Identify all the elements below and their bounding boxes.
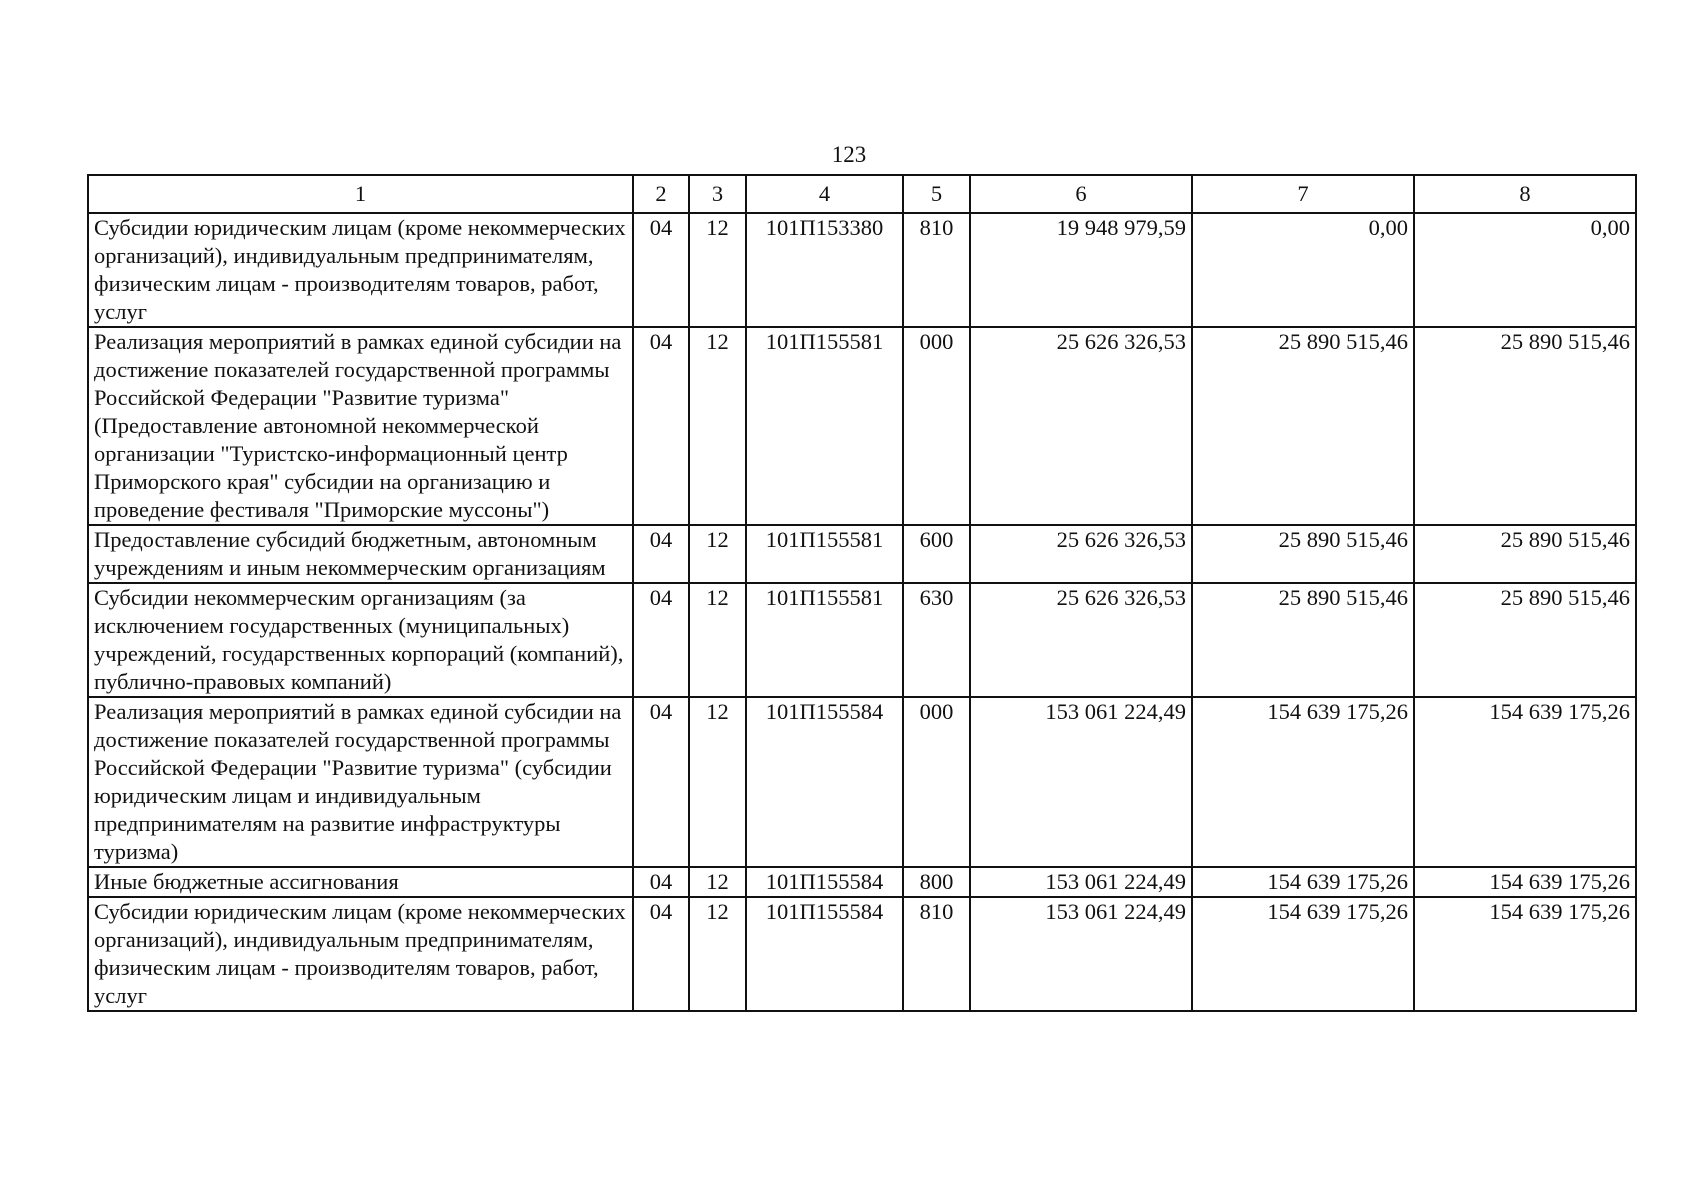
row-name: Реализация мероприятий в рамках единой субсидии на достижение показателей государственной программы Российской Федерации "Развитие туризма" (Предоставление автономной некоммерческой организации "Туристско-информационный центр Приморского края" субсидии на организацию и проведение фестиваля "Приморские муссоны") (88, 327, 633, 525)
row-amount-col7: 154 639 175,26 (1192, 867, 1414, 897)
header-row (88, 175, 1636, 213)
column-header: 4 (746, 175, 903, 213)
row-amount-col6: 25 626 326,53 (970, 525, 1192, 583)
row-amount-col7: 25 890 515,46 (1192, 327, 1414, 525)
column-header: 5 (903, 175, 970, 213)
row-amount-col8: 25 890 515,46 (1414, 327, 1636, 525)
row-target-code: 101П155584 (746, 897, 903, 1011)
column-header: 2 (633, 175, 689, 213)
row-expense-type-code: 810 (903, 897, 970, 1011)
row-amount-col6: 153 061 224,49 (970, 867, 1192, 897)
row-amount-col7: 25 890 515,46 (1192, 583, 1414, 697)
row-name: Субсидии некоммерческим организациям (за исключением государственных (муниципальных) учреждений, государственных корпораций (компаний), публично-правовых компаний) (88, 583, 633, 697)
row-target-code: 101П155584 (746, 697, 903, 867)
table-row (88, 697, 1636, 867)
row-amount-col8: 154 639 175,26 (1414, 867, 1636, 897)
row-amount-col7: 0,00 (1192, 213, 1414, 327)
table-row (88, 327, 1636, 525)
row-section-code: 04 (633, 697, 689, 867)
row-amount-col6: 153 061 224,49 (970, 897, 1192, 1011)
row-amount-col6: 25 626 326,53 (970, 583, 1192, 697)
row-section-code: 04 (633, 867, 689, 897)
row-amount-col6: 153 061 224,49 (970, 697, 1192, 867)
row-subsection-code: 12 (689, 867, 746, 897)
table-row (88, 583, 1636, 697)
row-amount-col6: 25 626 326,53 (970, 327, 1192, 525)
row-amount-col8: 25 890 515,46 (1414, 525, 1636, 583)
budget-table (87, 174, 1637, 1012)
row-name: Иные бюджетные ассигнования (88, 867, 633, 897)
row-expense-type-code: 810 (903, 213, 970, 327)
table-row (88, 525, 1636, 583)
row-section-code: 04 (633, 583, 689, 697)
row-section-code: 04 (633, 327, 689, 525)
row-name: Субсидии юридическим лицам (кроме некоммерческих организаций), индивидуальным предпринимателям, физическим лицам - производителям товаров, работ, услуг (88, 213, 633, 327)
row-target-code: 101П155581 (746, 525, 903, 583)
table-row (88, 213, 1636, 327)
row-subsection-code: 12 (689, 525, 746, 583)
row-name: Предоставление субсидий бюджетным, автономным учреждениям и иным некоммерческим организациям (88, 525, 633, 583)
column-header: 7 (1192, 175, 1414, 213)
row-amount-col8: 154 639 175,26 (1414, 897, 1636, 1011)
row-section-code: 04 (633, 213, 689, 327)
row-amount-col8: 25 890 515,46 (1414, 583, 1636, 697)
row-section-code: 04 (633, 525, 689, 583)
row-amount-col6: 19 948 979,59 (970, 213, 1192, 327)
column-header: 1 (88, 175, 633, 213)
row-expense-type-code: 600 (903, 525, 970, 583)
row-name: Реализация мероприятий в рамках единой субсидии на достижение показателей государственной программы Российской Федерации "Развитие туризма" (субсидии юридическим лицам и индивидуальным предпринимателям на развитие инфраструктуры туризма) (88, 697, 633, 867)
row-expense-type-code: 000 (903, 697, 970, 867)
column-header: 6 (970, 175, 1192, 213)
row-section-code: 04 (633, 897, 689, 1011)
row-subsection-code: 12 (689, 213, 746, 327)
row-subsection-code: 12 (689, 697, 746, 867)
row-amount-col7: 154 639 175,26 (1192, 697, 1414, 867)
row-subsection-code: 12 (689, 897, 746, 1011)
column-header: 8 (1414, 175, 1636, 213)
row-amount-col7: 154 639 175,26 (1192, 897, 1414, 1011)
row-expense-type-code: 630 (903, 583, 970, 697)
row-amount-col8: 0,00 (1414, 213, 1636, 327)
row-target-code: 101П155581 (746, 327, 903, 525)
row-subsection-code: 12 (689, 583, 746, 697)
column-header: 3 (689, 175, 746, 213)
row-name: Субсидии юридическим лицам (кроме некоммерческих организаций), индивидуальным предпринимателям, физическим лицам - производителям товаров, работ, услуг (88, 897, 633, 1011)
page-number: 123 (831, 142, 867, 167)
row-amount-col7: 25 890 515,46 (1192, 525, 1414, 583)
row-target-code: 101П155581 (746, 583, 903, 697)
row-expense-type-code: 000 (903, 327, 970, 525)
row-amount-col8: 154 639 175,26 (1414, 697, 1636, 867)
table-row (88, 867, 1636, 897)
row-target-code: 101П155584 (746, 867, 903, 897)
row-expense-type-code: 800 (903, 867, 970, 897)
table-row (88, 897, 1636, 1011)
row-target-code: 101П153380 (746, 213, 903, 327)
row-subsection-code: 12 (689, 327, 746, 525)
